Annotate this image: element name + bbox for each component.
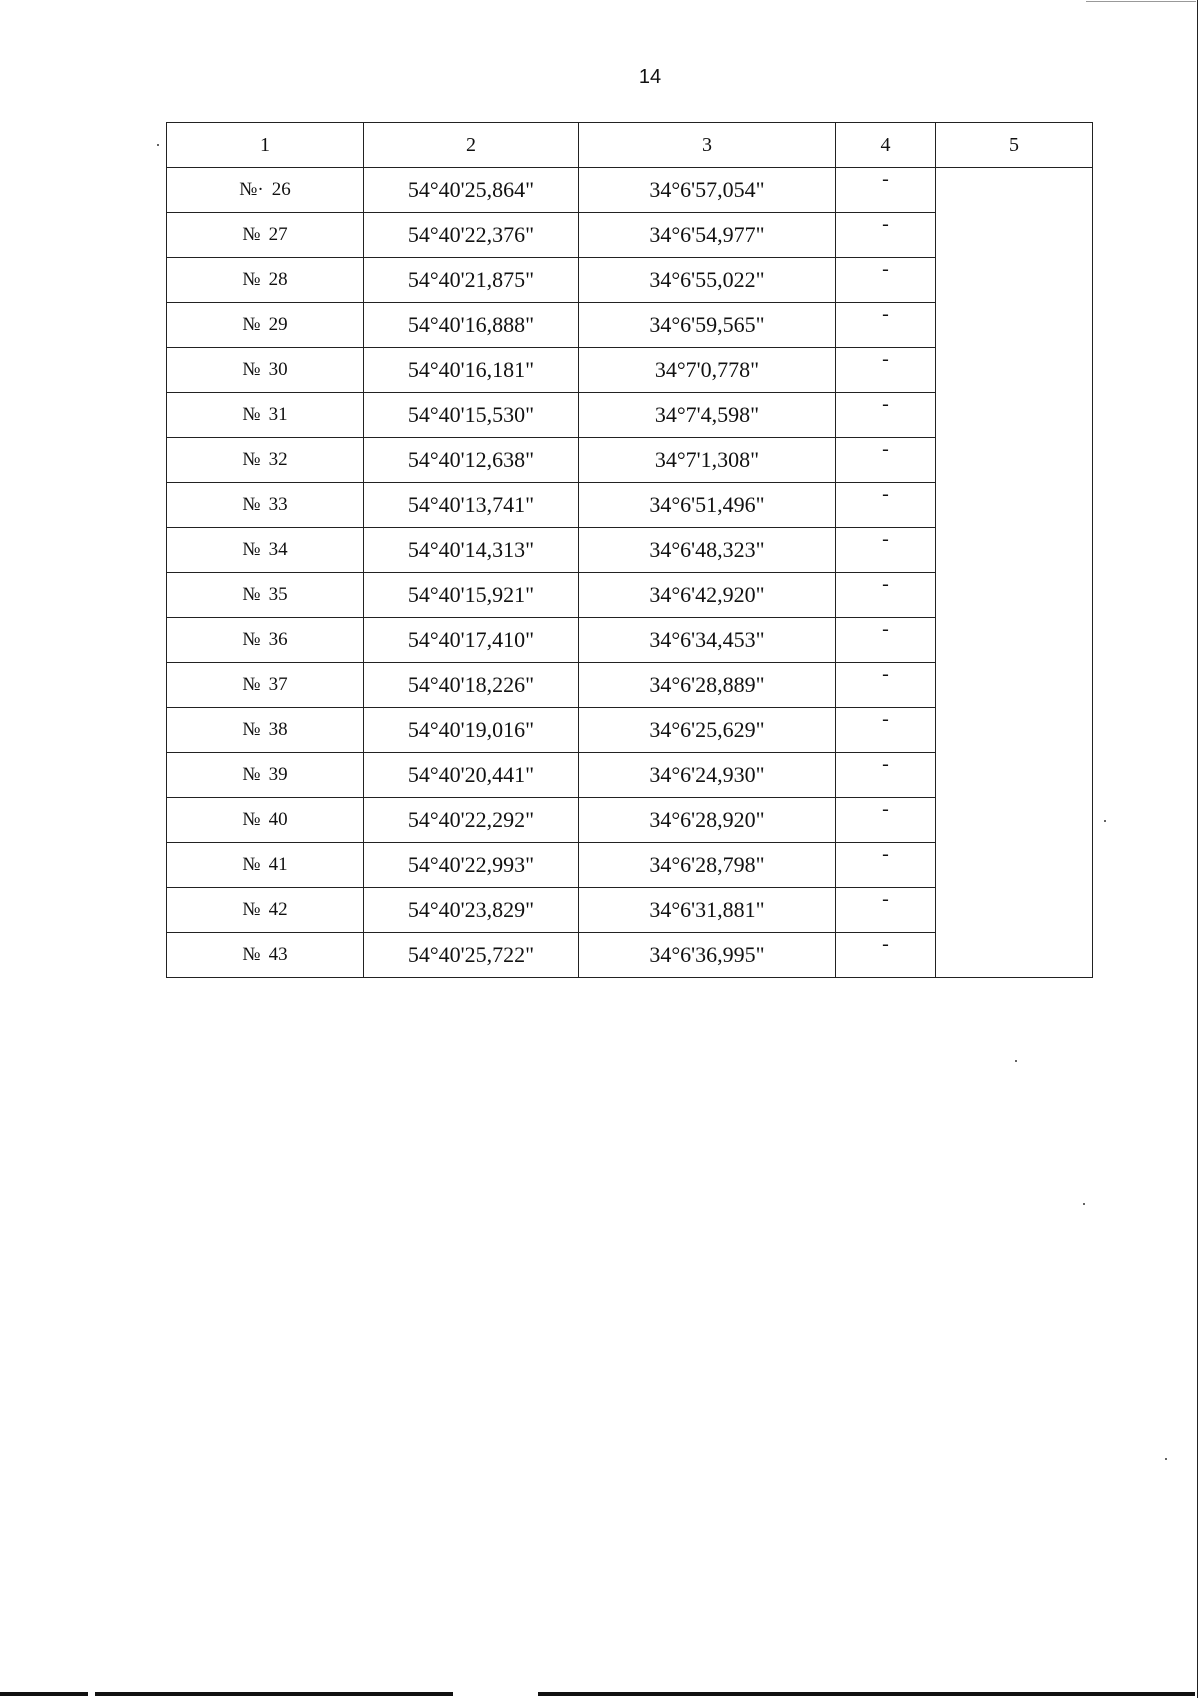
longitude-cell: 34°6'31,881" — [579, 888, 836, 933]
point-number-cell — [167, 438, 364, 483]
latitude-cell: 54°40'14,313" — [364, 528, 579, 573]
scan-artifact-top — [1086, 1, 1196, 2]
point-number-cell — [167, 528, 364, 573]
latitude-cell: 54°40'17,410" — [364, 618, 579, 663]
number-sign: № — [242, 269, 261, 290]
column-4-cell: - — [836, 843, 936, 888]
point-number: 26 — [271, 179, 291, 200]
column-4-cell: - — [836, 393, 936, 438]
longitude-cell: 34°6'24,930" — [579, 753, 836, 798]
column-4-cell: - — [836, 348, 936, 393]
point-number: 43 — [268, 944, 288, 965]
column-4-cell: - — [836, 573, 936, 618]
longitude-cell: 34°6'28,798" — [579, 843, 836, 888]
scan-artifact-bottom — [538, 1692, 1195, 1696]
coordinates-table — [166, 122, 1093, 978]
point-number-cell — [167, 168, 364, 213]
point-number: 42 — [268, 899, 288, 920]
longitude-cell: 34°7'0,778" — [579, 348, 836, 393]
point-number-cell — [167, 843, 364, 888]
latitude-cell: 54°40'22,993" — [364, 843, 579, 888]
column-4-cell: - — [836, 618, 936, 663]
table-row — [167, 168, 1093, 213]
scan-speck — [1015, 1060, 1017, 1062]
table-body — [167, 168, 1093, 978]
header-col-3: 3 — [579, 123, 836, 168]
point-number-cell — [167, 708, 364, 753]
number-sign: № — [242, 404, 261, 425]
point-number: 40 — [268, 809, 288, 830]
longitude-cell: 34°6'48,323" — [579, 528, 836, 573]
scan-speck — [1104, 820, 1106, 822]
latitude-cell: 54°40'25,864" — [364, 168, 579, 213]
number-sign: № — [242, 944, 261, 965]
number-sign: №· — [239, 179, 264, 200]
longitude-cell: 34°6'28,889" — [579, 663, 836, 708]
header-col-2: 2 — [364, 123, 579, 168]
longitude-cell: 34°7'1,308" — [579, 438, 836, 483]
number-sign: № — [242, 359, 261, 380]
column-4-cell: - — [836, 438, 936, 483]
latitude-cell: 54°40'18,226" — [364, 663, 579, 708]
column-4-cell: - — [836, 483, 936, 528]
scan-artifact-bottom — [0, 1692, 88, 1696]
longitude-cell: 34°7'4,598" — [579, 393, 836, 438]
number-sign: № — [242, 224, 261, 245]
longitude-cell: 34°6'57,054" — [579, 168, 836, 213]
number-sign: № — [242, 899, 261, 920]
number-sign: № — [242, 629, 261, 650]
header-col-1: 1 — [167, 123, 364, 168]
point-number: 31 — [268, 404, 288, 425]
scan-artifact-bottom — [95, 1692, 453, 1696]
number-sign: № — [242, 449, 261, 470]
number-sign: № — [242, 764, 261, 785]
point-number-cell — [167, 573, 364, 618]
latitude-cell: 54°40'25,722" — [364, 933, 579, 978]
point-number: 34 — [268, 539, 288, 560]
longitude-cell: 34°6'25,629" — [579, 708, 836, 753]
longitude-cell: 34°6'55,022" — [579, 258, 836, 303]
column-4-cell: - — [836, 888, 936, 933]
point-number: 38 — [268, 719, 288, 740]
page-edge-line — [1197, 0, 1199, 1698]
point-number: 36 — [268, 629, 288, 650]
point-number-cell — [167, 258, 364, 303]
latitude-cell: 54°40'12,638" — [364, 438, 579, 483]
latitude-cell: 54°40'20,441" — [364, 753, 579, 798]
latitude-cell: 54°40'13,741" — [364, 483, 579, 528]
header-col-4: 4 — [836, 123, 936, 168]
header-col-5: 5 — [936, 123, 1093, 168]
column-4-cell: - — [836, 258, 936, 303]
point-number-cell — [167, 213, 364, 258]
page-number — [0, 66, 1200, 89]
latitude-cell: 54°40'15,921" — [364, 573, 579, 618]
number-sign: № — [242, 539, 261, 560]
longitude-cell: 34°6'51,496" — [579, 483, 836, 528]
column-4-cell: - — [836, 528, 936, 573]
number-sign: № — [242, 584, 261, 605]
column-4-cell: - — [836, 753, 936, 798]
latitude-cell: 54°40'15,530" — [364, 393, 579, 438]
point-number: 35 — [268, 584, 288, 605]
point-number-cell — [167, 933, 364, 978]
latitude-cell: 54°40'19,016" — [364, 708, 579, 753]
point-number-cell — [167, 483, 364, 528]
column-4-cell: - — [836, 708, 936, 753]
column-4-cell: - — [836, 798, 936, 843]
point-number-cell — [167, 393, 364, 438]
point-number: 29 — [268, 314, 288, 335]
latitude-cell: 54°40'23,829" — [364, 888, 579, 933]
point-number: 39 — [268, 764, 288, 785]
latitude-cell: 54°40'21,875" — [364, 258, 579, 303]
latitude-cell: 54°40'16,888" — [364, 303, 579, 348]
point-number: 32 — [268, 449, 288, 470]
column-4-cell: - — [836, 663, 936, 708]
column-4-cell: - — [836, 168, 936, 213]
point-number: 37 — [268, 674, 288, 695]
longitude-cell: 34°6'28,920" — [579, 798, 836, 843]
longitude-cell: 34°6'54,977" — [579, 213, 836, 258]
column-4-cell: - — [836, 213, 936, 258]
page-number-text: 14 — [638, 66, 662, 88]
point-number: 30 — [268, 359, 288, 380]
scan-speck — [157, 144, 159, 146]
latitude-cell: 54°40'22,292" — [364, 798, 579, 843]
table-header-row — [167, 123, 1093, 168]
point-number-cell — [167, 753, 364, 798]
point-number-cell — [167, 303, 364, 348]
number-sign: № — [242, 674, 261, 695]
point-number: 27 — [268, 224, 288, 245]
scan-speck — [1165, 1458, 1167, 1460]
latitude-cell: 54°40'22,376" — [364, 213, 579, 258]
number-sign: № — [242, 854, 261, 875]
point-number-cell — [167, 618, 364, 663]
point-number: 33 — [268, 494, 288, 515]
number-sign: № — [242, 314, 261, 335]
longitude-cell: 34°6'59,565" — [579, 303, 836, 348]
number-sign: № — [242, 719, 261, 740]
longitude-cell: 34°6'34,453" — [579, 618, 836, 663]
column-4-cell: - — [836, 933, 936, 978]
scan-speck — [1083, 1203, 1085, 1205]
longitude-cell: 34°6'36,995" — [579, 933, 836, 978]
point-number: 28 — [268, 269, 288, 290]
number-sign: № — [242, 809, 261, 830]
point-number-cell — [167, 888, 364, 933]
point-number-cell — [167, 663, 364, 708]
point-number-cell — [167, 348, 364, 393]
point-number-cell — [167, 798, 364, 843]
column-5-cell — [936, 168, 1093, 978]
latitude-cell: 54°40'16,181" — [364, 348, 579, 393]
number-sign: № — [242, 494, 261, 515]
longitude-cell: 34°6'42,920" — [579, 573, 836, 618]
column-4-cell: - — [836, 303, 936, 348]
point-number: 41 — [268, 854, 288, 875]
